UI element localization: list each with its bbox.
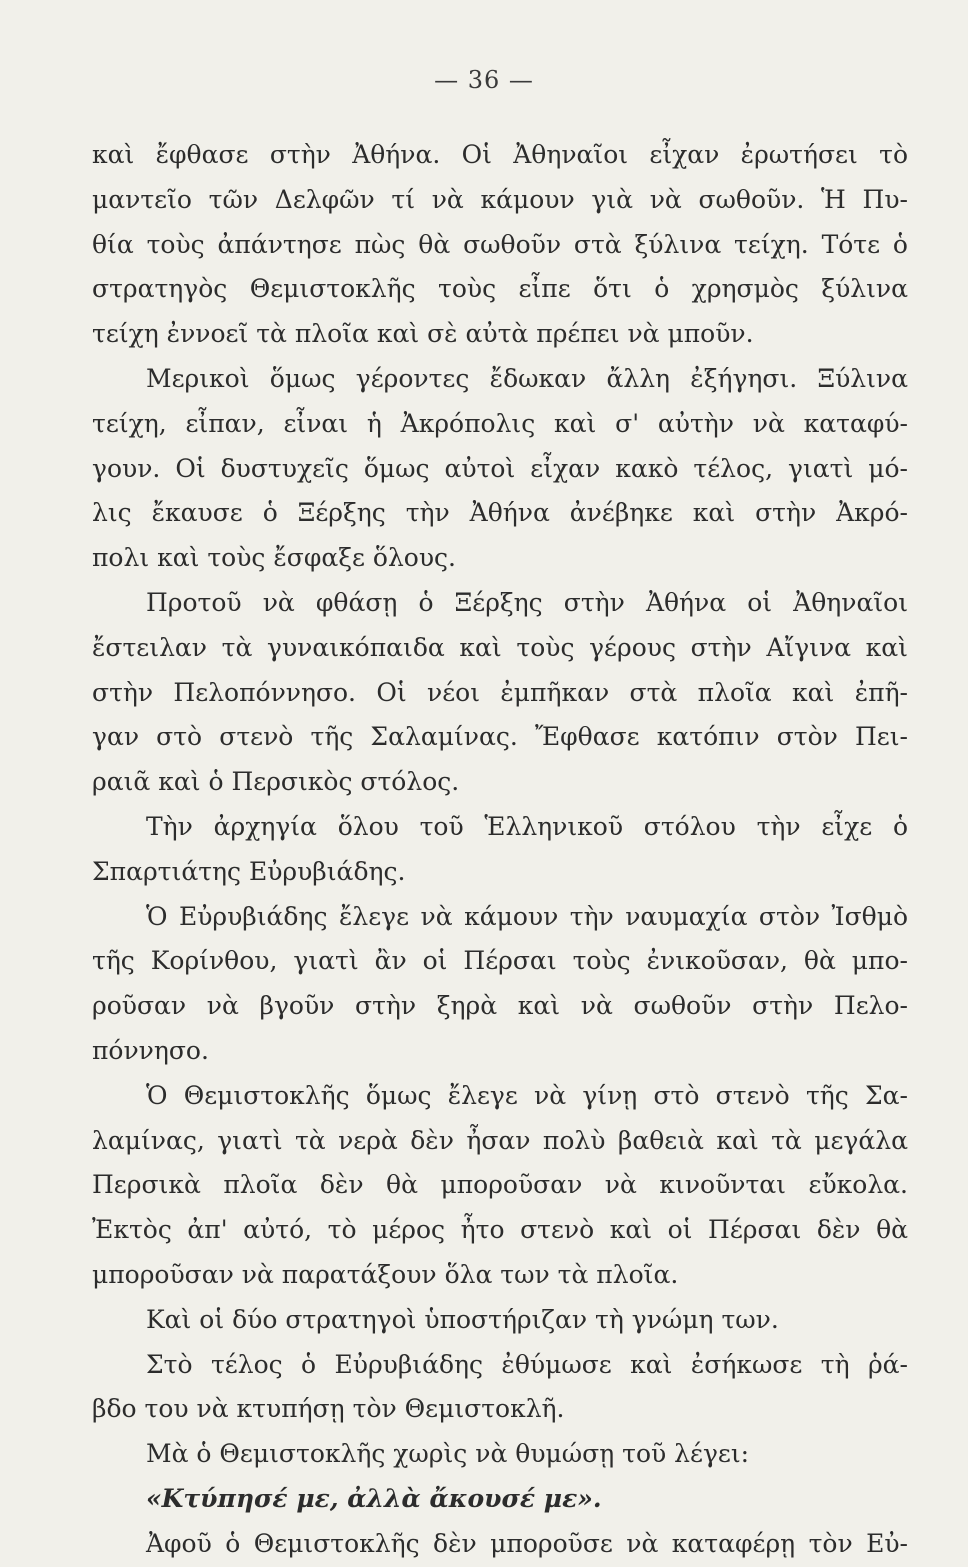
- text-line: Μὰ ὁ Θεμιστοκλῆς χωρὶς νὰ θυμώσῃ τοῦ λέγει:: [146, 1439, 750, 1469]
- text-line: μαντεῖο τῶν Δελφῶν τί νὰ κάμουν γιὰ νὰ σωθοῦν. Ἡ Πυ-: [92, 184, 908, 214]
- text-line: ραιᾶ καὶ ὁ Περσικὸς στόλος.: [92, 767, 460, 797]
- text-line: Τὴν ἀρχηγία ὅλου τοῦ Ἑλληνικοῦ στόλου τὴν εἶχε ὁ: [146, 811, 908, 841]
- text-line: Σπαρτιάτης Εὐρυβιάδης.: [92, 856, 406, 886]
- text-line: Ἀφοῦ ὁ Θεμιστοκλῆς δὲν μποροῦσε νὰ καταφέρῃ τὸν Εὐ-: [146, 1528, 908, 1558]
- text-line: Περσικὰ πλοῖα δὲν θὰ μποροῦσαν νὰ κινοῦνται εὔκολα.: [92, 1170, 908, 1200]
- text-line: ἔστειλαν τὰ γυναικόπαιδα καὶ τοὺς γέρους στὴν Αἴγινα καὶ: [92, 632, 908, 662]
- text-line: μποροῦσαν νὰ παρατάξουν ὅλα των τὰ πλοῖα.: [92, 1259, 679, 1289]
- text-line: Καὶ οἱ δύο στρατηγοὶ ὑποστήριζαν τὴ γνώμη των.: [146, 1304, 779, 1334]
- text-line: στρατηγὸς Θεμιστοκλῆς τοὺς εἶπε ὅτι ὁ χρησμὸς ξύλινα: [92, 274, 908, 304]
- text-line: λις ἔκαυσε ὁ Ξέρξης τὴν Ἀθήνα ἀνέβηκε καὶ στὴν Ἀκρό-: [92, 498, 908, 528]
- text-line: λαμίνας, γιατὶ τὰ νερὰ δὲν ἦσαν πολὺ βαθειὰ καὶ τὰ μεγάλα: [92, 1125, 908, 1155]
- text-line: θία τοὺς ἀπάντησε πὼς θὰ σωθοῦν στὰ ξύλινα τείχη. Τότε ὁ: [92, 229, 908, 259]
- text-line: Ὁ Εὐρυβιάδης ἔλεγε νὰ κάμουν τὴν ναυμαχία στὸν Ἰσθμὸ: [146, 901, 908, 931]
- text-line: ροῦσαν νὰ βγοῦν στὴν ξηρὰ καὶ νὰ σωθοῦν στὴν Πελο-: [92, 991, 908, 1021]
- text-line: «Κτύπησέ με, ἀλλὰ ἄκουσέ με».: [146, 1483, 602, 1513]
- text-line: τείχη ἐννοεῖ τὰ πλοῖα καὶ σὲ αὐτὰ πρέπει νὰ μποῦν.: [92, 319, 754, 349]
- text-line: τείχη, εἶπαν, εἶναι ἡ Ἀκρόπολις καὶ σ' αὐτὴν νὰ καταφύ-: [92, 408, 908, 438]
- text-line: Μερικοὶ ὅμως γέροντες ἔδωκαν ἄλλη ἐξήγησι. Ξύλινα: [146, 363, 908, 393]
- text-line: Ὁ Θεμιστοκλῆς ὅμως ἔλεγε νὰ γίνῃ στὸ στενὸ τῆς Σα-: [146, 1080, 908, 1110]
- text-line: στὴν Πελοπόννησο. Οἱ νέοι ἐμπῆκαν στὰ πλοῖα καὶ ἐπῆ-: [92, 677, 908, 707]
- text-line: βδο του νὰ κτυπήσῃ τὸν Θεμιστοκλῆ.: [92, 1394, 565, 1424]
- text-line: γαν στὸ στενὸ τῆς Σαλαμίνας. Ἔφθασε κατόπιν στὸν Πει-: [92, 722, 908, 752]
- text-line: Στὸ τέλος ὁ Εὐρυβιάδης ἐθύμωσε καὶ ἐσήκωσε τὴ ῥά-: [146, 1349, 908, 1379]
- text-line: Ἐκτὸς ἀπ' αὐτό, τὸ μέρος ἦτο στενὸ καὶ οἱ Πέρσαι δὲν θὰ: [92, 1215, 908, 1245]
- text-line: καὶ ἔφθασε στὴν Ἀθήνα. Οἱ Ἀθηναῖοι εἶχαν ἐρωτήσει τὸ: [92, 140, 908, 169]
- text-line: Προτοῦ νὰ φθάσῃ ὁ Ξέρξης στὴν Ἀθήνα οἱ Ἀθηναῖοι: [146, 587, 908, 617]
- text-line: πολι καὶ τοὺς ἔσφαξε ὅλους.: [92, 543, 456, 573]
- text-line: πόννησο.: [92, 1035, 209, 1065]
- page-number: — 36 —: [434, 66, 534, 94]
- body-text: [92, 133, 908, 1567]
- text-line: τῆς Κορίνθου, γιατὶ ἂν οἱ Πέρσαι τοὺς ἐνικοῦσαν, θὰ μπο-: [92, 946, 908, 976]
- text-line: γουν. Οἱ δυστυχεῖς ὅμως αὐτοὶ εἶχαν κακὸ τέλος, γιατὶ μό-: [92, 453, 908, 483]
